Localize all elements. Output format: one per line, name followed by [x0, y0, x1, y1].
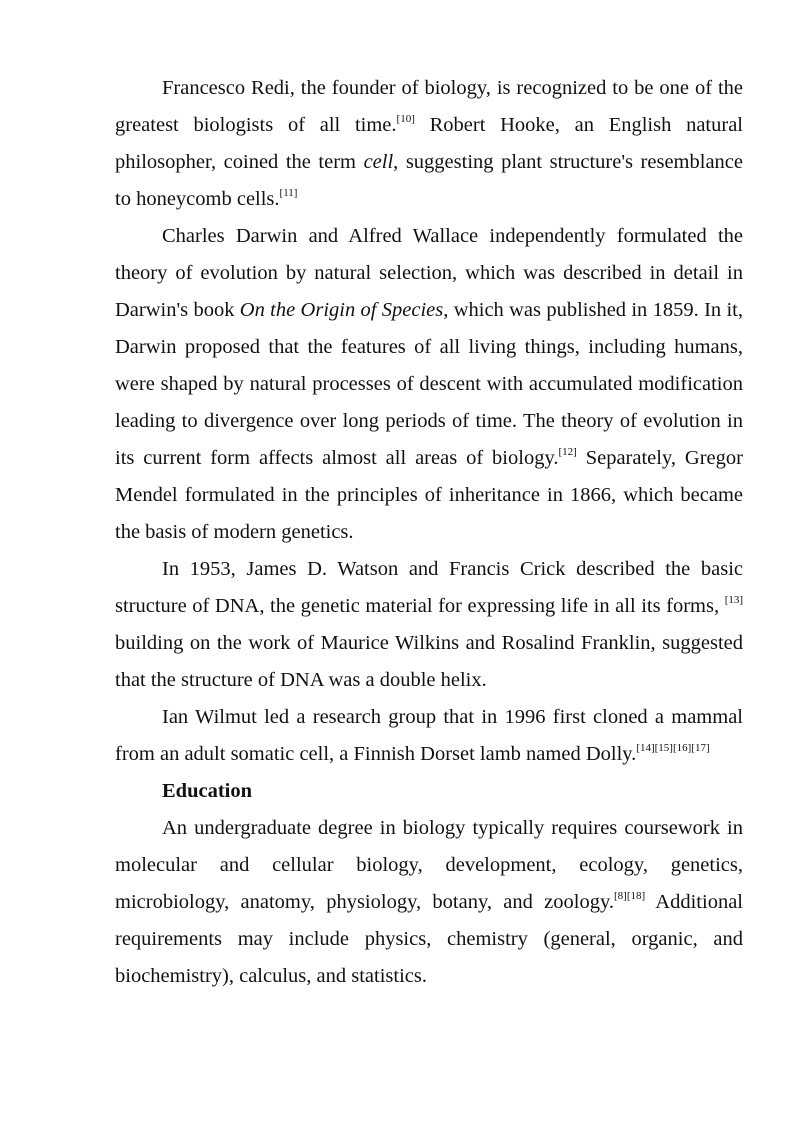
paragraph-text: Ian Wilmut led a research group that in 1996 first cloned a mammal from an adult somatic cell, a Finnish Dorset lamb named Dolly. — [115, 706, 743, 765]
paragraph-text: Additional requirements may include physics, chemistry (general, organic, and biochemistry), calculus, and statistics. — [115, 891, 743, 987]
paragraph-watson-crick — [115, 551, 743, 699]
section-heading-education: Education — [162, 780, 252, 802]
paragraph-text: Separately, Gregor Mendel formulated in the principles of inheritance in 1866, which became the basis of modern genetics. — [115, 447, 743, 543]
citation-reference: [13] — [724, 594, 744, 606]
citation-reference: [10] — [396, 113, 415, 125]
paragraph-text: An undergraduate degree in biology typically requires coursework in molecular and cellular biology, development, ecology, genetics, microbiology, anatomy, physiology, botany, and zoology. — [115, 817, 743, 913]
paragraph-darwin-mendel — [115, 218, 743, 551]
paragraph-redi-hooke — [115, 70, 743, 218]
citation-reference: [14][15][16][17] — [636, 742, 710, 754]
paragraph-text: Robert Hooke, an English natural philosopher, coined the term — [115, 114, 743, 173]
italic-term: cell — [363, 151, 394, 173]
citation-reference: [8][18] — [614, 890, 646, 902]
italic-book-title: On the Origin of Species — [239, 299, 444, 321]
paragraph-text: Francesco Redi, the founder of biology, is recognized to be one of the greatest biologists of all time. — [115, 77, 743, 136]
paragraph-wilmut — [115, 699, 743, 773]
paragraph-text: Charles Darwin and Alfred Wallace independently formulated the theory of evolution by natural selection, which was described in detail in Darwin's book — [115, 225, 743, 321]
citation-reference: [12] — [558, 446, 577, 458]
paragraph-text: building on the work of Maurice Wilkins and Rosalind Franklin, suggested that the structure of DNA was a double helix. — [115, 632, 743, 691]
citation-reference: [11] — [279, 187, 298, 199]
paragraph-education — [115, 810, 743, 995]
paragraph-text: , which was published in 1859. In it, Darwin proposed that the features of all living things, including humans, were shaped by natural processes of descent with accumulated modification leading to divergence over long periods of time. The theory of evolution in its current form affects almost all areas of biology. — [115, 299, 743, 469]
document-page — [115, 70, 743, 995]
paragraph-text: In 1953, James D. Watson and Francis Crick described the basic structure of DNA, the genetic material for expressing life in all its forms, — [115, 558, 743, 617]
paragraph-text: , suggesting plant structure's resemblance to honeycomb cells. — [115, 151, 743, 210]
